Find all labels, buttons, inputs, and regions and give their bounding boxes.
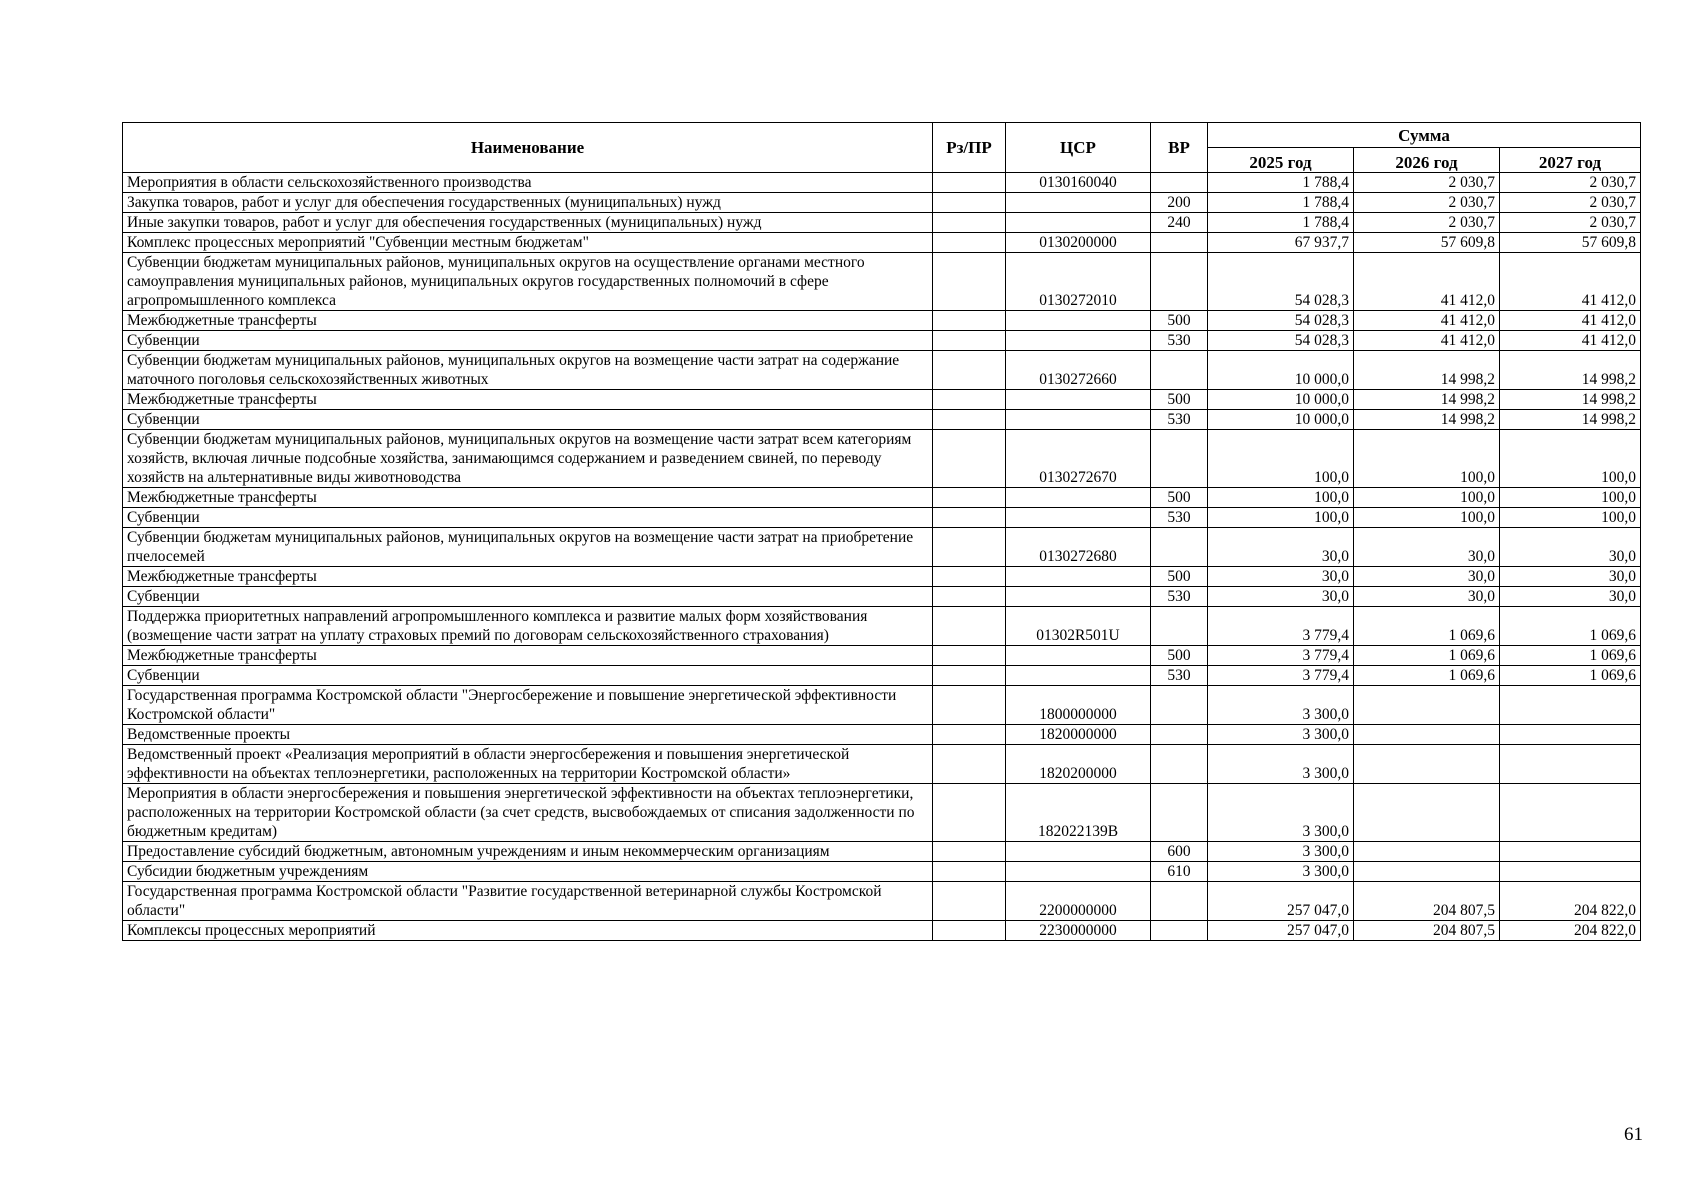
cell-2026: 1 069,6 — [1354, 666, 1500, 686]
cell-name: Мероприятия в области энергосбережения и повышения энергетической эффективности на объектах теплоэнергетики, расположенных на территории Костромской области (за счет средств, высвобождаемых от списания задолженности по бюджетным кредитам) — [123, 784, 933, 842]
header-csr: ЦСР — [1006, 123, 1151, 173]
cell-2026 — [1354, 784, 1500, 842]
cell-name: Ведомственные проекты — [123, 725, 933, 745]
cell-2026: 2 030,7 — [1354, 213, 1500, 233]
cell-2025: 30,0 — [1208, 567, 1354, 587]
cell-2027: 41 412,0 — [1500, 311, 1641, 331]
cell-rzpr — [933, 173, 1006, 193]
cell-name: Межбюджетные трансферты — [123, 390, 933, 410]
cell-name: Поддержка приоритетных направлений агропромышленного комплекса и развитие малых форм хозяйствования (возмещение части затрат на уплату страховых премий по договорам сельскохозяйственного страхования) — [123, 607, 933, 646]
cell-csr — [1006, 331, 1151, 351]
cell-2026: 204 807,5 — [1354, 921, 1500, 941]
cell-2027: 57 609,8 — [1500, 233, 1641, 253]
table-row — [123, 430, 1641, 488]
cell-2025: 54 028,3 — [1208, 331, 1354, 351]
table-row — [123, 666, 1641, 686]
cell-rzpr — [933, 921, 1006, 941]
table-row — [123, 567, 1641, 587]
table-row — [123, 686, 1641, 725]
cell-vr: 530 — [1151, 666, 1208, 686]
cell-name: Субвенции — [123, 508, 933, 528]
cell-rzpr — [933, 862, 1006, 882]
cell-name: Субвенции бюджетам муниципальных районов, муниципальных округов на возмещение части затрат всем категориям хозяйств, включая личные подсобные хозяйства, занимающимся содержанием и разведением свиней, по переводу хозяйств на альтернативные виды животноводства — [123, 430, 933, 488]
cell-2025: 100,0 — [1208, 430, 1354, 488]
table-row — [123, 921, 1641, 941]
cell-2025: 3 300,0 — [1208, 745, 1354, 784]
cell-rzpr — [933, 784, 1006, 842]
cell-csr — [1006, 488, 1151, 508]
cell-csr: 01302R501U — [1006, 607, 1151, 646]
cell-vr: 500 — [1151, 646, 1208, 666]
header-name: Наименование — [123, 123, 933, 173]
table-row — [123, 488, 1641, 508]
cell-2025: 1 788,4 — [1208, 193, 1354, 213]
cell-vr — [1151, 882, 1208, 921]
cell-name: Иные закупки товаров, работ и услуг для обеспечения государственных (муниципальных) нужд — [123, 213, 933, 233]
cell-vr: 530 — [1151, 508, 1208, 528]
cell-name: Субвенции бюджетам муниципальных районов, муниципальных округов на возмещение части затрат на содержание маточного поголовья сельскохозяйственных животных — [123, 351, 933, 390]
cell-csr: 1820000000 — [1006, 725, 1151, 745]
cell-rzpr — [933, 410, 1006, 430]
cell-2025: 3 779,4 — [1208, 646, 1354, 666]
cell-vr — [1151, 784, 1208, 842]
cell-csr — [1006, 587, 1151, 607]
header-year-2026: 2026 год — [1354, 148, 1500, 173]
cell-2027 — [1500, 745, 1641, 784]
cell-vr — [1151, 745, 1208, 784]
cell-rzpr — [933, 745, 1006, 784]
cell-rzpr — [933, 528, 1006, 567]
table-row — [123, 311, 1641, 331]
cell-csr — [1006, 567, 1151, 587]
cell-vr: 530 — [1151, 410, 1208, 430]
cell-csr: 0130272670 — [1006, 430, 1151, 488]
cell-2027: 2 030,7 — [1500, 193, 1641, 213]
cell-2026: 100,0 — [1354, 430, 1500, 488]
cell-2026: 41 412,0 — [1354, 331, 1500, 351]
cell-rzpr — [933, 567, 1006, 587]
cell-2026: 41 412,0 — [1354, 311, 1500, 331]
header-rzpr: Рз/ПР — [933, 123, 1006, 173]
cell-2026: 30,0 — [1354, 528, 1500, 567]
cell-2025: 10 000,0 — [1208, 390, 1354, 410]
cell-vr: 530 — [1151, 331, 1208, 351]
cell-2025: 1 788,4 — [1208, 173, 1354, 193]
cell-2027: 2 030,7 — [1500, 213, 1641, 233]
cell-2025: 100,0 — [1208, 508, 1354, 528]
page-number: 61 — [1624, 1124, 1643, 1145]
cell-rzpr — [933, 646, 1006, 666]
cell-2027: 41 412,0 — [1500, 253, 1641, 311]
table-row — [123, 882, 1641, 921]
cell-rzpr — [933, 725, 1006, 745]
cell-rzpr — [933, 331, 1006, 351]
cell-rzpr — [933, 587, 1006, 607]
cell-2027 — [1500, 784, 1641, 842]
table-row — [123, 607, 1641, 646]
cell-rzpr — [933, 213, 1006, 233]
table-row — [123, 725, 1641, 745]
cell-csr: 2230000000 — [1006, 921, 1151, 941]
table-row — [123, 508, 1641, 528]
cell-rzpr — [933, 430, 1006, 488]
cell-2026 — [1354, 725, 1500, 745]
cell-2026: 14 998,2 — [1354, 351, 1500, 390]
cell-csr: 182022139В — [1006, 784, 1151, 842]
cell-2025: 1 788,4 — [1208, 213, 1354, 233]
cell-2027: 41 412,0 — [1500, 331, 1641, 351]
cell-vr: 500 — [1151, 390, 1208, 410]
table-row — [123, 862, 1641, 882]
cell-name: Государственная программа Костромской области "Энергосбережение и повышение энергетической эффективности Костромской области" — [123, 686, 933, 725]
cell-name: Субсидии бюджетным учреждениям — [123, 862, 933, 882]
cell-csr — [1006, 862, 1151, 882]
cell-rzpr — [933, 193, 1006, 213]
cell-2027 — [1500, 842, 1641, 862]
cell-csr — [1006, 666, 1151, 686]
cell-2027: 100,0 — [1500, 508, 1641, 528]
cell-csr: 0130160040 — [1006, 173, 1151, 193]
cell-csr — [1006, 390, 1151, 410]
cell-2026: 57 609,8 — [1354, 233, 1500, 253]
cell-name: Закупка товаров, работ и услуг для обеспечения государственных (муниципальных) нужд — [123, 193, 933, 213]
cell-2025: 3 300,0 — [1208, 686, 1354, 725]
cell-rzpr — [933, 882, 1006, 921]
cell-2027: 204 822,0 — [1500, 921, 1641, 941]
cell-2026: 1 069,6 — [1354, 607, 1500, 646]
header-vr: ВР — [1151, 123, 1208, 173]
cell-vr: 500 — [1151, 311, 1208, 331]
cell-2026: 2 030,7 — [1354, 173, 1500, 193]
cell-2027 — [1500, 686, 1641, 725]
cell-csr — [1006, 213, 1151, 233]
table-row — [123, 331, 1641, 351]
cell-2026: 41 412,0 — [1354, 253, 1500, 311]
cell-2027: 1 069,6 — [1500, 646, 1641, 666]
header-year-2027: 2027 год — [1500, 148, 1641, 173]
cell-2027: 14 998,2 — [1500, 410, 1641, 430]
cell-csr — [1006, 311, 1151, 331]
cell-rzpr — [933, 253, 1006, 311]
cell-vr: 500 — [1151, 567, 1208, 587]
cell-csr — [1006, 842, 1151, 862]
cell-vr: 200 — [1151, 193, 1208, 213]
table-row — [123, 745, 1641, 784]
cell-rzpr — [933, 607, 1006, 646]
cell-2026: 2 030,7 — [1354, 193, 1500, 213]
cell-2027: 1 069,6 — [1500, 666, 1641, 686]
cell-2025: 3 300,0 — [1208, 725, 1354, 745]
cell-csr: 0130272680 — [1006, 528, 1151, 567]
cell-csr — [1006, 646, 1151, 666]
cell-2026: 1 069,6 — [1354, 646, 1500, 666]
cell-name: Комплексы процессных мероприятий — [123, 921, 933, 941]
cell-rzpr — [933, 390, 1006, 410]
table-row — [123, 253, 1641, 311]
cell-csr — [1006, 410, 1151, 430]
cell-2025: 67 937,7 — [1208, 233, 1354, 253]
table-row — [123, 528, 1641, 567]
table-row — [123, 587, 1641, 607]
cell-2025: 3 300,0 — [1208, 862, 1354, 882]
cell-2025: 3 779,4 — [1208, 666, 1354, 686]
cell-2025: 3 779,4 — [1208, 607, 1354, 646]
cell-2026 — [1354, 745, 1500, 784]
cell-name: Комплекс процессных мероприятий "Субвенции местным бюджетам" — [123, 233, 933, 253]
cell-vr: 240 — [1151, 213, 1208, 233]
cell-2027: 30,0 — [1500, 567, 1641, 587]
cell-vr — [1151, 686, 1208, 725]
cell-rzpr — [933, 488, 1006, 508]
cell-rzpr — [933, 351, 1006, 390]
cell-2025: 30,0 — [1208, 528, 1354, 567]
cell-csr: 0130272660 — [1006, 351, 1151, 390]
cell-name: Субвенции бюджетам муниципальных районов, муниципальных округов на осуществление органами местного самоуправления муниципальных районов, муниципальных округов государственных полномочий в сфере агропромышленного комплекса — [123, 253, 933, 311]
cell-2027: 14 998,2 — [1500, 390, 1641, 410]
cell-vr — [1151, 173, 1208, 193]
cell-vr — [1151, 351, 1208, 390]
cell-2026: 100,0 — [1354, 508, 1500, 528]
cell-2027: 1 069,6 — [1500, 607, 1641, 646]
cell-rzpr — [933, 311, 1006, 331]
cell-vr — [1151, 528, 1208, 567]
cell-vr: 600 — [1151, 842, 1208, 862]
cell-2027: 30,0 — [1500, 528, 1641, 567]
table-row — [123, 233, 1641, 253]
cell-vr — [1151, 921, 1208, 941]
cell-rzpr — [933, 666, 1006, 686]
cell-2026: 100,0 — [1354, 488, 1500, 508]
cell-2027: 14 998,2 — [1500, 351, 1641, 390]
cell-name: Ведомственный проект «Реализация мероприятий в области энергосбережения и повышения энергетической эффективности на объектах теплоэнергетики, расположенных на территории Костромской области» — [123, 745, 933, 784]
cell-2026: 14 998,2 — [1354, 390, 1500, 410]
table-header — [123, 123, 1641, 173]
cell-2027: 204 822,0 — [1500, 882, 1641, 921]
cell-2025: 54 028,3 — [1208, 311, 1354, 331]
cell-vr — [1151, 430, 1208, 488]
cell-2025: 257 047,0 — [1208, 921, 1354, 941]
cell-name: Межбюджетные трансферты — [123, 311, 933, 331]
cell-vr — [1151, 725, 1208, 745]
cell-2026: 30,0 — [1354, 567, 1500, 587]
table-row — [123, 842, 1641, 862]
cell-csr: 0130272010 — [1006, 253, 1151, 311]
cell-2025: 30,0 — [1208, 587, 1354, 607]
cell-vr: 610 — [1151, 862, 1208, 882]
cell-2026 — [1354, 686, 1500, 725]
cell-name: Межбюджетные трансферты — [123, 646, 933, 666]
cell-csr: 0130200000 — [1006, 233, 1151, 253]
cell-2026: 204 807,5 — [1354, 882, 1500, 921]
table-body — [123, 173, 1641, 941]
cell-name: Субвенции — [123, 331, 933, 351]
cell-2026 — [1354, 862, 1500, 882]
cell-rzpr — [933, 233, 1006, 253]
table-row — [123, 213, 1641, 233]
cell-name: Субвенции — [123, 587, 933, 607]
cell-2025: 257 047,0 — [1208, 882, 1354, 921]
cell-2027: 2 030,7 — [1500, 173, 1641, 193]
cell-2027 — [1500, 725, 1641, 745]
cell-csr: 1800000000 — [1006, 686, 1151, 725]
cell-2025: 10 000,0 — [1208, 351, 1354, 390]
cell-csr: 1820200000 — [1006, 745, 1151, 784]
table-row — [123, 646, 1641, 666]
cell-2027: 100,0 — [1500, 488, 1641, 508]
cell-2025: 10 000,0 — [1208, 410, 1354, 430]
cell-vr — [1151, 253, 1208, 311]
table-row — [123, 784, 1641, 842]
cell-2026: 30,0 — [1354, 587, 1500, 607]
cell-name: Государственная программа Костромской области "Развитие государственной ветеринарной службы Костромской области" — [123, 882, 933, 921]
cell-vr — [1151, 233, 1208, 253]
cell-name: Межбюджетные трансферты — [123, 488, 933, 508]
cell-vr: 500 — [1151, 488, 1208, 508]
cell-rzpr — [933, 508, 1006, 528]
cell-name: Субвенции бюджетам муниципальных районов, муниципальных округов на возмещение части затрат на приобретение пчелосемей — [123, 528, 933, 567]
cell-rzpr — [933, 686, 1006, 725]
table-row — [123, 193, 1641, 213]
cell-2027 — [1500, 862, 1641, 882]
cell-2026: 14 998,2 — [1354, 410, 1500, 430]
cell-2025: 54 028,3 — [1208, 253, 1354, 311]
budget-table — [122, 122, 1641, 941]
table-row — [123, 351, 1641, 390]
cell-2025: 3 300,0 — [1208, 784, 1354, 842]
cell-name: Мероприятия в области сельскохозяйственного производства — [123, 173, 933, 193]
cell-rzpr — [933, 842, 1006, 862]
table-row — [123, 390, 1641, 410]
cell-name: Субвенции — [123, 410, 933, 430]
header-year-2025: 2025 год — [1208, 148, 1354, 173]
cell-name: Предоставление субсидий бюджетным, автономным учреждениям и иным некоммерческим организациям — [123, 842, 933, 862]
cell-csr — [1006, 193, 1151, 213]
cell-vr — [1151, 607, 1208, 646]
cell-2027: 100,0 — [1500, 430, 1641, 488]
cell-2025: 100,0 — [1208, 488, 1354, 508]
cell-2026 — [1354, 842, 1500, 862]
table-row — [123, 410, 1641, 430]
cell-csr — [1006, 508, 1151, 528]
cell-2025: 3 300,0 — [1208, 842, 1354, 862]
cell-vr: 530 — [1151, 587, 1208, 607]
cell-name: Субвенции — [123, 666, 933, 686]
cell-csr: 2200000000 — [1006, 882, 1151, 921]
table-row — [123, 173, 1641, 193]
cell-name: Межбюджетные трансферты — [123, 567, 933, 587]
cell-2027: 30,0 — [1500, 587, 1641, 607]
header-sum: Сумма — [1208, 123, 1641, 148]
